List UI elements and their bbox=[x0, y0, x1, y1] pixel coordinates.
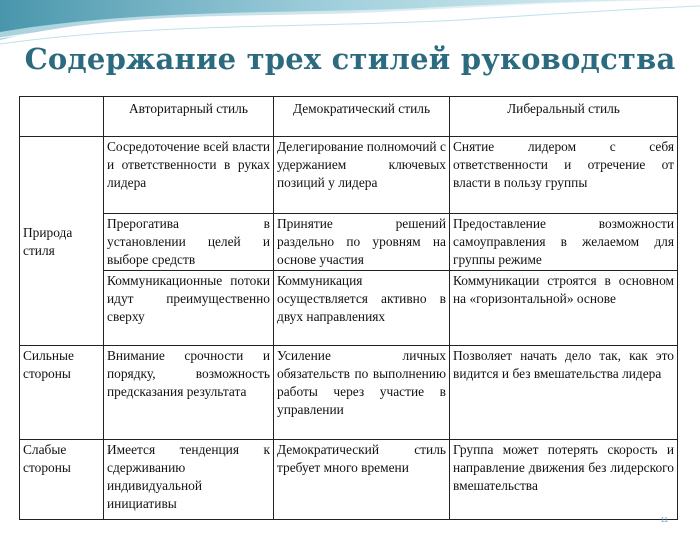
table-row bbox=[20, 214, 678, 271]
slide-title: Содержание трех стилей руководства bbox=[24, 42, 676, 76]
table-row bbox=[20, 346, 678, 440]
row-label-nature: Природа стиля bbox=[20, 137, 104, 346]
cell-authoritarian: Коммуникационные потоки идут преимущественно сверху bbox=[104, 271, 274, 346]
header-empty-cell bbox=[20, 97, 104, 137]
header-liberal: Либеральный стиль bbox=[450, 97, 678, 137]
row-label-strengths: Сильные стороны bbox=[20, 346, 104, 440]
cell-liberal: Предоставление возможности самоуправления в желаемом для группы режиме bbox=[450, 214, 678, 271]
table-row bbox=[20, 271, 678, 346]
cell-democratic: Коммуникация осуществляется активно в двух направлениях bbox=[274, 271, 450, 346]
cell-democratic: Делегирование полномочий с удержанием ключевых позиций у лидера bbox=[274, 137, 450, 214]
cell-liberal: Группа может потерять скорость и направление движения без лидерского вмешательства bbox=[450, 440, 678, 520]
header-authoritarian: Авторитарный стиль bbox=[104, 97, 274, 137]
table-header-row bbox=[20, 97, 678, 137]
cell-authoritarian: Прерогатива в установлении целей и выборе средств bbox=[104, 214, 274, 271]
cell-authoritarian: Сосредоточение всей власти и ответственности в руках лидера bbox=[104, 137, 274, 214]
cell-liberal: Снятие лидером с себя ответственности и отречение от власти в пользу группы bbox=[450, 137, 678, 214]
cell-authoritarian: Внимание срочности и порядку, возможность предсказания результата bbox=[104, 346, 274, 440]
row-label-weaknesses: Слабые стороны bbox=[20, 440, 104, 520]
cell-democratic: Демократический стиль требует много времени bbox=[274, 440, 450, 520]
table-row bbox=[20, 440, 678, 520]
cell-democratic: Принятие решений раздельно по уровням на основе участия bbox=[274, 214, 450, 271]
header-democratic: Демократический стиль bbox=[274, 97, 450, 137]
table-row bbox=[20, 137, 678, 214]
cell-democratic: Усиление личных обязательств по выполнению работы через участие в управлении bbox=[274, 346, 450, 440]
cell-liberal: Коммуникации строятся в основном на «горизонтальной» основе bbox=[450, 271, 678, 346]
cell-authoritarian: Имеется тенденция к сдерживанию индивидуальной инициативы bbox=[104, 440, 274, 520]
leadership-styles-table bbox=[19, 96, 678, 520]
cell-liberal: Позволяет начать дело так, как это видится и без вмешательства лидера bbox=[450, 346, 678, 440]
slide-number: 11 bbox=[660, 517, 668, 524]
